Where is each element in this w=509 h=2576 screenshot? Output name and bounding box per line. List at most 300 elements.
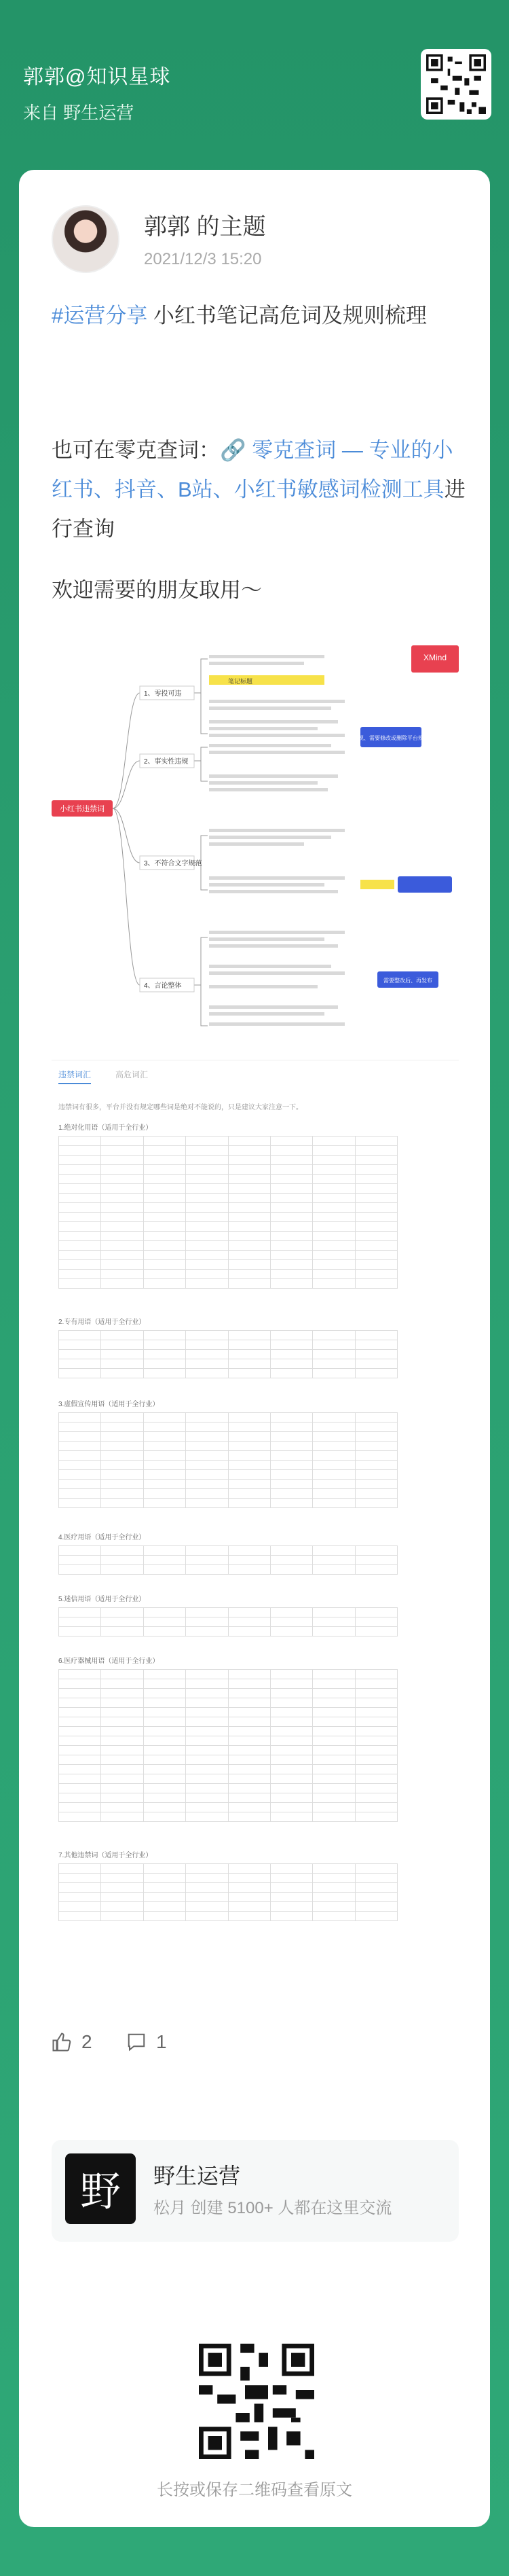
sheet-cell — [229, 1137, 271, 1146]
sheet-cell — [101, 1480, 143, 1489]
comment-count: 1 — [156, 2031, 167, 2052]
header-qr-code[interactable] — [421, 49, 491, 120]
sheet-cell — [356, 1803, 398, 1812]
sheet-cell — [356, 1627, 398, 1636]
planet-card[interactable] — [52, 2140, 459, 2242]
sheet-cell — [313, 1279, 355, 1289]
post-author[interactable]: 郭郭 的主题 — [144, 214, 266, 240]
sheet-cell — [313, 1765, 355, 1774]
sheet-cell — [356, 1708, 398, 1717]
sheet-cell — [101, 1670, 143, 1679]
sheet-cell — [59, 1251, 101, 1260]
sheet-cell — [101, 1251, 143, 1260]
sheet-cell — [59, 1270, 101, 1279]
sheet-cell — [186, 1793, 228, 1803]
sheet-cell — [271, 1146, 313, 1156]
sheet-cell — [356, 1755, 398, 1765]
sheet-cell — [271, 1359, 313, 1369]
sheet-cell — [144, 1708, 186, 1717]
sheet-cell — [101, 1617, 143, 1627]
sheet-cell — [144, 1565, 186, 1575]
hashtag-link[interactable]: #运营分享 — [52, 304, 148, 327]
sheet-cell — [144, 1608, 186, 1617]
sheet-cell — [59, 1546, 101, 1556]
sheet-cell — [271, 1902, 313, 1912]
sheet-cell — [144, 1232, 186, 1241]
mindmap-image[interactable] — [52, 645, 459, 1039]
sheet-cell — [101, 1546, 143, 1556]
sheet-cell — [313, 1461, 355, 1470]
sheet-cell — [356, 1746, 398, 1755]
sheet-cell — [59, 1765, 101, 1774]
sheet-cell — [313, 1451, 355, 1461]
tab-high-risk[interactable]: 高危词汇 — [115, 1070, 149, 1079]
sheet-block-title: 2.专有用语（适用于全行业） — [58, 1319, 146, 1326]
sheet-cell — [186, 1608, 228, 1617]
sheet-cell — [356, 1369, 398, 1378]
mindmap-root: 小红书违禁词 — [60, 805, 105, 813]
sheet-cell — [271, 1442, 313, 1451]
sheet-cell — [271, 1565, 313, 1575]
link-icon: 🔗 — [220, 438, 252, 462]
sheet-cell — [313, 1893, 355, 1902]
footer-qr-code[interactable] — [199, 2344, 314, 2459]
sheet-cell — [271, 1893, 313, 1902]
sheet-cell — [271, 1203, 313, 1213]
sheet-cell — [59, 1137, 101, 1146]
sheet-cell — [101, 1784, 143, 1793]
sheet-cell — [101, 1260, 143, 1270]
sheet-cell — [229, 1194, 271, 1203]
sheet-cell — [313, 1793, 355, 1803]
sheet-cell — [186, 1774, 228, 1784]
sheet-cell — [101, 1432, 143, 1442]
sheet-cell — [229, 1279, 271, 1289]
sheet-cell — [59, 1708, 101, 1717]
sheet-cell — [186, 1184, 228, 1194]
sheet-cell — [101, 1489, 143, 1499]
sheet-cell — [186, 1260, 228, 1270]
sheet-cell — [229, 1679, 271, 1689]
sheet-cell — [229, 1627, 271, 1636]
sheet-cell — [229, 1803, 271, 1812]
sheet-cell — [101, 1727, 143, 1736]
sheet-cell — [59, 1146, 101, 1156]
sheet-cell — [356, 1203, 398, 1213]
sheet-cell — [144, 1617, 186, 1627]
sheet-cell — [229, 1146, 271, 1156]
sheet-cell — [356, 1432, 398, 1442]
qr-code-icon — [426, 54, 486, 114]
sheet-cell — [101, 1556, 143, 1565]
sheet-cell — [313, 1546, 355, 1556]
sheet-cell — [59, 1736, 101, 1746]
sheet-cell — [144, 1627, 186, 1636]
sheet-cell — [229, 1156, 271, 1165]
post-title-text: 小红书笔记高危词及规则梳理 — [153, 304, 427, 327]
avatar[interactable] — [52, 205, 119, 273]
sheet-cell — [271, 1708, 313, 1717]
paragraph-suffix: 进行查询 — [52, 478, 466, 541]
sheet-cell — [186, 1708, 228, 1717]
sheet-cell — [229, 1331, 271, 1340]
sheet-cell — [59, 1413, 101, 1423]
sheet-cell — [229, 1893, 271, 1902]
sheet-cell — [313, 1175, 355, 1184]
sheet-cell — [229, 1489, 271, 1499]
sheet-cell — [229, 1432, 271, 1442]
sheet-cell — [229, 1213, 271, 1222]
sheet-cell — [313, 1213, 355, 1222]
sheet-cell — [186, 1146, 228, 1156]
sheet-cell — [144, 1451, 186, 1461]
sheet-cell — [186, 1359, 228, 1369]
sheet-cell — [356, 1165, 398, 1175]
sheet-cell — [101, 1736, 143, 1746]
mindmap-blue-note: 需要整改后、再发布 — [383, 978, 432, 984]
sheet-grid — [58, 1412, 398, 1508]
sheet-cell — [144, 1461, 186, 1470]
sheet-cell — [313, 1350, 355, 1359]
sheet-cell — [144, 1727, 186, 1736]
sheet-block-title: 5.迷信用语（适用于全行业） — [58, 1596, 146, 1603]
sheet-cell — [144, 1470, 186, 1480]
sheet-cell — [313, 1912, 355, 1921]
sheet-cell — [186, 1812, 228, 1822]
sheet-cell — [59, 1260, 101, 1270]
sheet-cell — [271, 1137, 313, 1146]
sheet-cell — [229, 1222, 271, 1232]
sheet-block — [58, 1531, 398, 1575]
sheet-cell — [313, 1413, 355, 1423]
sheet-cell — [313, 1803, 355, 1812]
sheet-cell — [271, 1727, 313, 1736]
sheet-cell — [144, 1765, 186, 1774]
sheet-cell — [101, 1803, 143, 1812]
sheet-cell — [186, 1203, 228, 1213]
sheet-cell — [144, 1260, 186, 1270]
sheet-cell — [101, 1241, 143, 1251]
sheet-cell — [101, 1203, 143, 1213]
sheet-cell — [186, 1883, 228, 1893]
sheet-cell — [356, 1184, 398, 1194]
sheet-cell — [229, 1461, 271, 1470]
sheet-cell — [101, 1461, 143, 1470]
sheet-cell — [186, 1736, 228, 1746]
sheet-cell — [101, 1902, 143, 1912]
sheet-cell — [229, 1232, 271, 1241]
sheet-cell — [356, 1874, 398, 1883]
sheet-cell — [313, 1698, 355, 1708]
sheet-cell — [356, 1413, 398, 1423]
sheet-cell — [229, 1717, 271, 1727]
sheet-cell — [313, 1270, 355, 1279]
sheet-cell — [313, 1874, 355, 1883]
sheet-cell — [59, 1489, 101, 1499]
sheet-cell — [271, 1883, 313, 1893]
sheet-cell — [271, 1670, 313, 1679]
sheet-cell — [229, 1755, 271, 1765]
sheet-cell — [186, 1689, 228, 1698]
sheet-cell — [271, 1232, 313, 1241]
sheet-cell — [313, 1251, 355, 1260]
sheet-cell — [356, 1765, 398, 1774]
sheet-cell — [229, 1727, 271, 1736]
sheet-cell — [144, 1670, 186, 1679]
sheet-cell — [186, 1679, 228, 1689]
sheet-cell — [144, 1736, 186, 1746]
sheet-cell — [313, 1617, 355, 1627]
sheet-cell — [59, 1480, 101, 1489]
mindmap-yellow-note: 笔记标题 — [228, 678, 253, 685]
sheet-cell — [229, 1883, 271, 1893]
sheet-cell — [101, 1565, 143, 1575]
sheet-cell — [229, 1260, 271, 1270]
sheet-cell — [101, 1137, 143, 1146]
sheet-cell — [271, 1617, 313, 1627]
sheet-cell — [101, 1442, 143, 1451]
sheet-cell — [144, 1137, 186, 1146]
sheet-cell — [59, 1156, 101, 1165]
sheet-grid — [58, 1330, 398, 1378]
sheet-cell — [271, 1340, 313, 1350]
sheet-cell — [271, 1213, 313, 1222]
sheet-grid — [58, 1863, 398, 1921]
sheet-cell — [186, 1442, 228, 1451]
sheet-cell — [356, 1156, 398, 1165]
sheet-cell — [186, 1499, 228, 1508]
sheet-cell — [313, 1679, 355, 1689]
sheet-cell — [144, 1413, 186, 1423]
sheet-cell — [144, 1793, 186, 1803]
spreadsheet-image[interactable] — [52, 1060, 459, 2187]
external-link[interactable]: 零克查词 — 专业的小红书、抖音、B站、小红书敏感词检测工具 — [52, 438, 453, 501]
sheet-grid — [58, 1669, 398, 1822]
sheet-cell — [229, 1784, 271, 1793]
sheet-cell — [356, 1331, 398, 1340]
sheet-cell — [59, 1902, 101, 1912]
sheet-cell — [313, 1232, 355, 1241]
sheet-cell — [313, 1727, 355, 1736]
sheet-cell — [101, 1608, 143, 1617]
sheet-cell — [59, 1893, 101, 1902]
sheet-cell — [229, 1451, 271, 1461]
sheet-cell — [59, 1689, 101, 1698]
comment-button[interactable] — [126, 2031, 167, 2053]
sheet-cell — [144, 1755, 186, 1765]
sheet-cell — [313, 1670, 355, 1679]
sheet-cell — [59, 1565, 101, 1575]
sheet-cell — [313, 1499, 355, 1508]
sheet-cell — [144, 1546, 186, 1556]
footer-caption: 长按或保存二维码查看原文 — [157, 2481, 352, 2499]
sheet-cell — [356, 1175, 398, 1184]
sheet-cell — [101, 1627, 143, 1636]
sheet-cell — [229, 1184, 271, 1194]
sheet-cell — [144, 1423, 186, 1432]
sheet-cell — [101, 1213, 143, 1222]
sheet-cell — [59, 1679, 101, 1689]
sheet-cell — [101, 1175, 143, 1184]
sheet-cell — [313, 1222, 355, 1232]
sheet-cell — [356, 1480, 398, 1489]
sheet-cell — [356, 1864, 398, 1874]
sheet-cell — [144, 1803, 186, 1812]
sheet-cell — [101, 1874, 143, 1883]
sheet-cell — [59, 1241, 101, 1251]
mindmap-branch: 4、言论整体 — [144, 982, 182, 990]
sheet-cell — [59, 1812, 101, 1822]
sheet-cell — [144, 1222, 186, 1232]
sheet-cell — [186, 1194, 228, 1203]
sheet-cell — [271, 1165, 313, 1175]
sheet-cell — [101, 1369, 143, 1378]
sheet-cell — [271, 1156, 313, 1165]
sheet-cell — [271, 1350, 313, 1359]
sheet-cell — [271, 1369, 313, 1378]
sheet-cell — [229, 1608, 271, 1617]
sheet-cell — [59, 1912, 101, 1921]
post-card — [19, 170, 490, 2527]
planet-name: 野生运营 — [153, 2164, 241, 2188]
sheet-cell — [144, 1717, 186, 1727]
sheet-cell — [59, 1432, 101, 1442]
sheet-cell — [313, 1184, 355, 1194]
sheet-cell — [229, 1774, 271, 1784]
sheet-cell — [186, 1670, 228, 1679]
tab-forbidden[interactable]: 违禁词汇 — [58, 1069, 91, 1084]
sheet-cell — [271, 1608, 313, 1617]
sheet-cell — [313, 1359, 355, 1369]
comment-icon — [126, 2032, 147, 2052]
sheet-cell — [186, 1746, 228, 1755]
sheet-cell — [356, 1340, 398, 1350]
sheet-grid — [58, 1136, 398, 1289]
sheet-cell — [356, 1442, 398, 1451]
sheet-cell — [271, 1241, 313, 1251]
sheet-cell — [313, 1340, 355, 1350]
sheet-cell — [144, 1874, 186, 1883]
sheet-cell — [271, 1874, 313, 1883]
sheet-cell — [313, 1556, 355, 1565]
sheet-cell — [59, 1165, 101, 1175]
thumbs-up-icon — [52, 2032, 72, 2052]
sheet-cell — [101, 1222, 143, 1232]
sheet-cell — [271, 1432, 313, 1442]
sheet-cell — [144, 1279, 186, 1289]
sheet-cell — [186, 1279, 228, 1289]
sheet-block — [58, 1398, 398, 1508]
like-button[interactable] — [52, 2031, 92, 2053]
sheet-cell — [229, 1689, 271, 1698]
sheet-cell — [186, 1137, 228, 1146]
sheet-cell — [144, 1213, 186, 1222]
sheet-cell — [144, 1442, 186, 1451]
sheet-cell — [186, 1546, 228, 1556]
sheet-cell — [101, 1270, 143, 1279]
sheet-cell — [271, 1194, 313, 1203]
sheet-cell — [59, 1617, 101, 1627]
sheet-cell — [313, 1812, 355, 1822]
sheet-cell — [186, 1232, 228, 1241]
sheet-cell — [186, 1423, 228, 1432]
sheet-cell — [271, 1736, 313, 1746]
sheet-cell — [144, 1784, 186, 1793]
sheet-cell — [59, 1213, 101, 1222]
sheet-cell — [271, 1184, 313, 1194]
sheet-cell — [186, 1369, 228, 1378]
sheet-cell — [229, 1746, 271, 1755]
sheet-cell — [313, 1331, 355, 1340]
sheet-cell — [271, 1679, 313, 1689]
sheet-cell — [356, 1670, 398, 1679]
sheet-cell — [59, 1608, 101, 1617]
sheet-cell — [356, 1883, 398, 1893]
sheet-cell — [356, 1727, 398, 1736]
xmind-logo: XMind — [423, 653, 447, 662]
sheet-cell — [271, 1451, 313, 1461]
sheet-cell — [144, 1175, 186, 1184]
sheet-cell — [229, 1864, 271, 1874]
sheet-cell — [229, 1480, 271, 1489]
sheet-cell — [59, 1369, 101, 1378]
sheet-cell — [101, 1774, 143, 1784]
sheet-cell — [271, 1175, 313, 1184]
sheet-cell — [186, 1270, 228, 1279]
sheet-cell — [229, 1413, 271, 1423]
sheet-cell — [229, 1793, 271, 1803]
sheet-cell — [186, 1156, 228, 1165]
sheet-cell — [356, 1784, 398, 1793]
sheet-cell — [186, 1727, 228, 1736]
planet-description: 松月 创建 5100+ 人都在这里交流 — [153, 2199, 392, 2217]
sheet-cell — [271, 1689, 313, 1698]
sheet-cell — [271, 1546, 313, 1556]
sheet-cell — [186, 1617, 228, 1627]
sheet-cell — [59, 1203, 101, 1213]
sheet-cell — [144, 1812, 186, 1822]
sheet-cell — [356, 1689, 398, 1698]
sheet-cell — [356, 1698, 398, 1708]
sheet-cell — [271, 1793, 313, 1803]
sheet-cell — [59, 1279, 101, 1289]
sheet-cell — [356, 1736, 398, 1746]
sheet-cell — [186, 1470, 228, 1480]
sheet-cell — [186, 1698, 228, 1708]
sheet-cell — [229, 1670, 271, 1679]
sheet-cell — [356, 1565, 398, 1575]
sheet-cell — [229, 1350, 271, 1359]
sheet-cell — [144, 1912, 186, 1921]
sheet-cell — [229, 1698, 271, 1708]
sheet-cell — [356, 1241, 398, 1251]
sheet-cell — [271, 1746, 313, 1755]
sheet-cell — [229, 1565, 271, 1575]
sheet-cell — [59, 1470, 101, 1480]
sheet-cell — [101, 1165, 143, 1175]
sheet-cell — [229, 1369, 271, 1378]
sheet-block-title: 1.绝对化用语（适用于全行业） — [58, 1124, 153, 1132]
sheet-cell — [144, 1746, 186, 1755]
sheet-tabs — [58, 1069, 148, 1084]
sheet-cell — [144, 1489, 186, 1499]
sheet-cell — [229, 1165, 271, 1175]
sheet-cell — [101, 1717, 143, 1727]
sheet-cell — [101, 1765, 143, 1774]
mindmap-branch: 2、事实性违规 — [144, 758, 189, 766]
sheet-cell — [271, 1489, 313, 1499]
sheet-cell — [186, 1893, 228, 1902]
